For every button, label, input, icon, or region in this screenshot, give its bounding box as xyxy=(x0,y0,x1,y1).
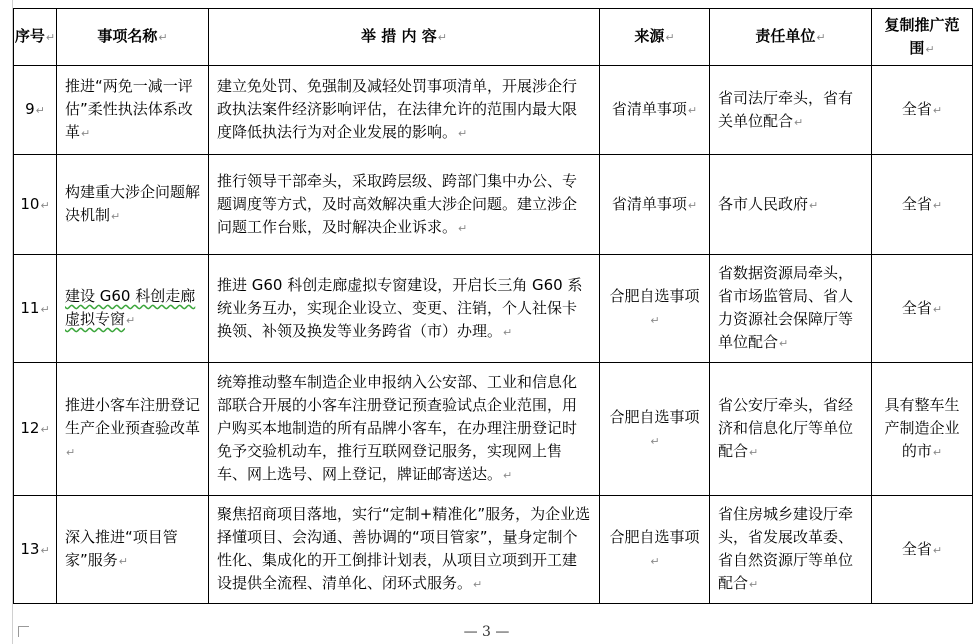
row-num: 10↵ xyxy=(14,155,57,255)
header-num: 序号↵ xyxy=(14,9,57,66)
row-unit: 省公安厅牵头，省经济和信息化厅等单位配合↵ xyxy=(710,363,872,496)
row-num: 11↵ xyxy=(14,255,57,363)
row-num: 9↵ xyxy=(14,66,57,155)
row-unit: 省数据资源局牵头，省市场监管局、省人力资源社会保障厅等单位配合↵ xyxy=(710,255,872,363)
row-scope: 全省↵ xyxy=(872,496,973,604)
table-row xyxy=(14,66,973,155)
row-source: 合肥自选事项↵ xyxy=(600,496,710,604)
row-num: 12↵ xyxy=(14,363,57,496)
row-name: 深入推进“项目管家”服务↵ xyxy=(57,496,209,604)
row-content: 推进 G60 科创走廊虚拟专窗建设，开启长三角 G60 系统业务互办，实现企业设立、变更、注销，个人社保卡换领、补领及换发等业务跨省（市）办理。↵ xyxy=(209,255,600,363)
row-unit: 各市人民政府↵ xyxy=(710,155,872,255)
table-row xyxy=(14,255,973,363)
row-name: 推进“两免一减一评估”柔性执法体系改革↵ xyxy=(57,66,209,155)
header-scope: 复制推广范围↵ xyxy=(872,9,973,66)
header-name: 事项名称↵ xyxy=(57,9,209,66)
row-name: 建设 G60 科创走廊虚拟专窗↵ xyxy=(57,255,209,363)
row-content: 统筹推动整车制造企业申报纳入公安部、工业和信息化部联合开展的小客车注册登记预查验试点企业范围，用户购买本地制造的所有品牌小客车，在办理注册登记时免予交验机动车，推行互联网登记服务，实现网上售车、网上选号、网上登记，牌证邮寄送达。↵ xyxy=(209,363,600,496)
header-content: 举 措 内 容↵ xyxy=(209,9,600,66)
row-scope: 全省↵ xyxy=(872,155,973,255)
measures-table xyxy=(13,8,973,604)
row-source: 省清单事项↵ xyxy=(600,66,710,155)
row-name: 构建重大涉企问题解决机制↵ xyxy=(57,155,209,255)
row-content: 推行领导干部牵头，采取跨层级、跨部门集中办公、专题调度等方式，及时高效解决重大涉企问题。建立涉企问题工作台账，及时解决企业诉求。↵ xyxy=(209,155,600,255)
row-unit: 省司法厅牵头，省有关单位配合↵ xyxy=(710,66,872,155)
row-scope: 全省↵ xyxy=(872,255,973,363)
row-name: 推进小客车注册登记生产企业预查验改革↵ xyxy=(57,363,209,496)
row-source: 合肥自选事项↵ xyxy=(600,363,710,496)
table-header-row xyxy=(14,9,973,66)
table-row xyxy=(14,363,973,496)
page-number: — 3 — xyxy=(463,624,510,640)
row-num: 13↵ xyxy=(14,496,57,604)
table-row xyxy=(14,496,973,604)
row-content: 聚焦招商项目落地，实行“定制+精准化”服务，为企业选择懂项目、会沟通、善协调的“项目管家”，量身定制个性化、集成化的开工倒排计划表，从项目立项到开工建设提供全流程、清单化、闭环式服务。↵ xyxy=(209,496,600,604)
header-unit: 责任单位↵ xyxy=(710,9,872,66)
row-source: 合肥自选事项↵ xyxy=(600,255,710,363)
row-source: 省清单事项↵ xyxy=(600,155,710,255)
row-unit: 省住房城乡建设厅牵头，省发展改革委、省自然资源厅等单位配合↵ xyxy=(710,496,872,604)
row-scope: 全省↵ xyxy=(872,66,973,155)
table-row xyxy=(14,155,973,255)
row-content: 建立免处罚、免强制及减轻处罚事项清单，开展涉企行政执法案件经济影响评估，在法律允许的范围内最大限度降低执法行为对企业发展的影响。↵ xyxy=(209,66,600,155)
header-source: 来源↵ xyxy=(600,9,710,66)
row-scope: 具有整车生产制造企业的市↵ xyxy=(872,363,973,496)
